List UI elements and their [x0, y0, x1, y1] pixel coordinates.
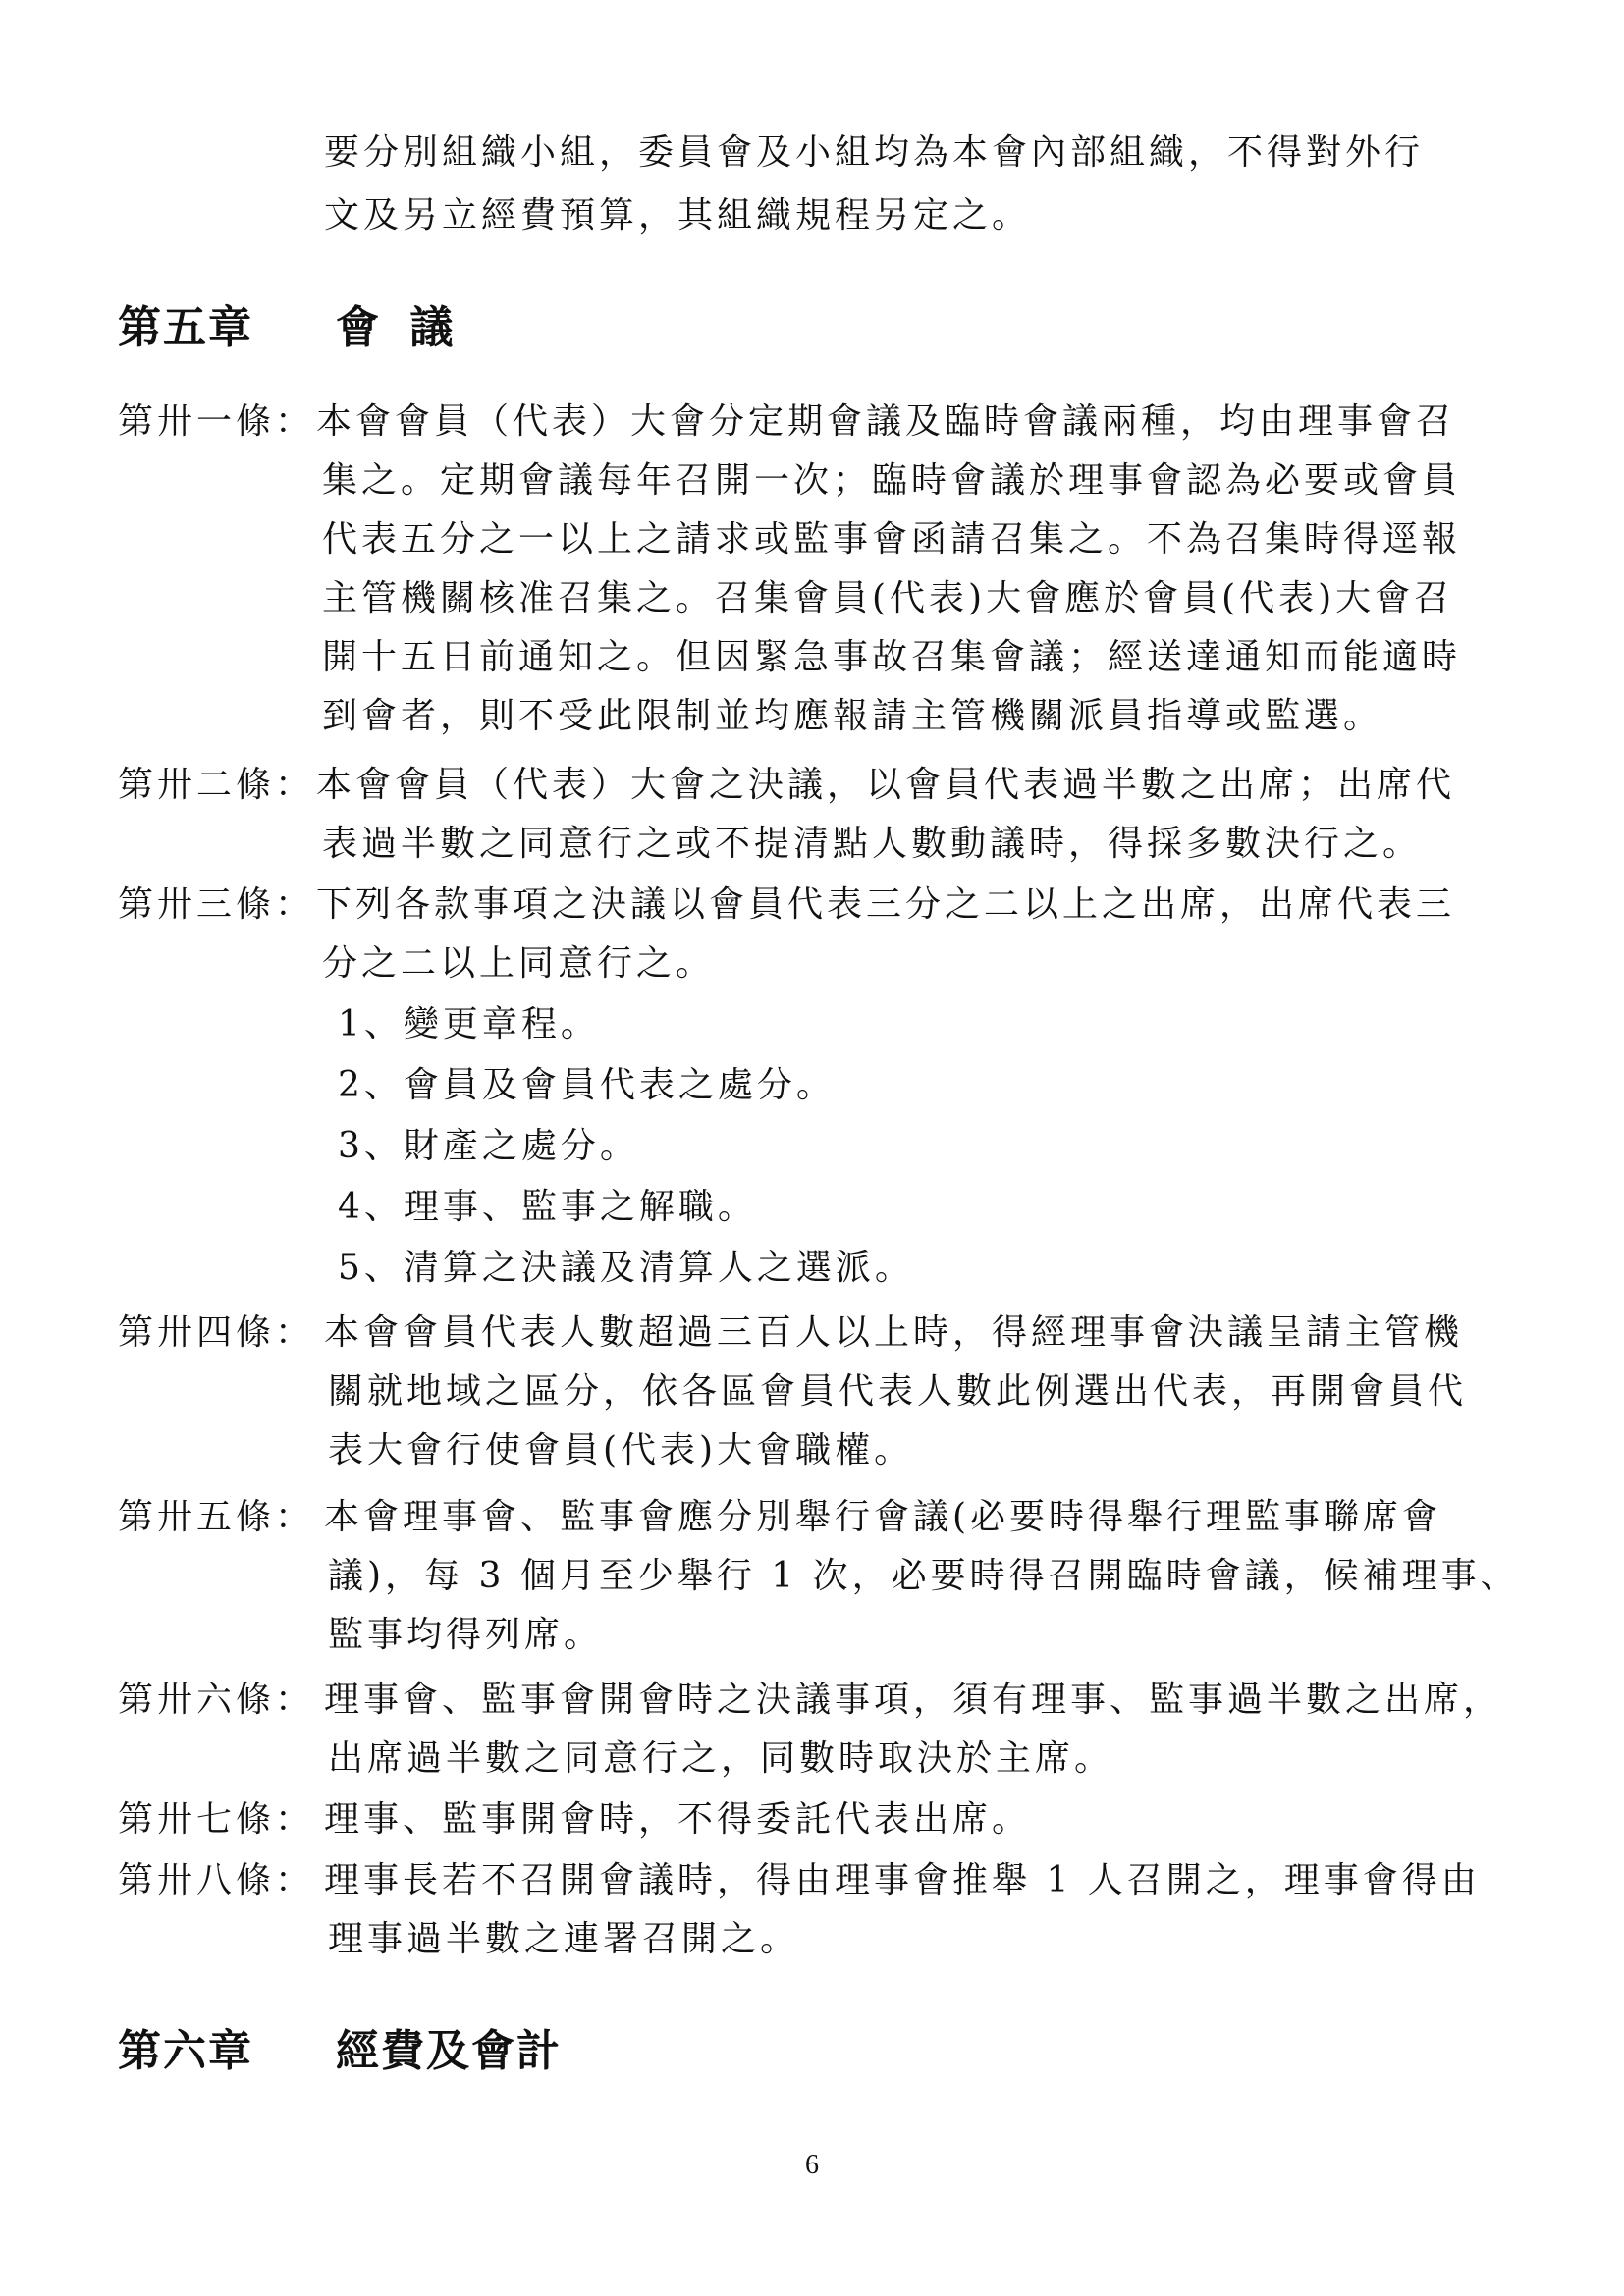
chapter-title: 經費及會計 [336, 2026, 562, 2076]
article-label: 第卅六條： [118, 1680, 315, 1720]
text-line: 到會者，則不受此限制並均應報請主管機關派員指導或監選。 [322, 696, 1383, 736]
text-line: 理事長若不召開會議時，得由理事會推舉 1 人召開之，理事會得由 [324, 1860, 1481, 1900]
article-label: 第卅三條： [118, 884, 315, 925]
text-line: 本會會員（代表）大會分定期會議及臨時會議兩種，均由理事會召 [316, 401, 1456, 442]
chapter-heading [118, 300, 460, 355]
text-line: 理事、監事開會時，不得委託代表出席。 [324, 1799, 1032, 1840]
article-label: 第卅五條： [118, 1497, 315, 1537]
text-line: 表過半數之同意行之或不提清點人數動議時，得採多數決行之。 [322, 824, 1423, 864]
article-label: 第卅七條： [118, 1799, 315, 1840]
text-line: 主管機關核准召集之。召集會員(代表)大會應於會員(代表)大會召 [322, 578, 1454, 618]
page-number: 6 [805, 2150, 819, 2180]
text-line: 理事過半數之連署召開之。 [328, 1919, 800, 1959]
text-line: 文及另立經費預算，其組織規程另定之。 [324, 195, 1032, 236]
text-line: 議)，每 3 個月至少舉行 1 次，必要時得召開臨時會議，候補理事、 [328, 1556, 1520, 1596]
text-line: 本會理事會、監事會應分別舉行會議(必要時得舉行理監事聯席會 [324, 1497, 1442, 1537]
chapter-label: 第六章 [118, 2026, 253, 2076]
text-line: 表大會行使會員(代表)大會職權。 [328, 1430, 914, 1470]
article-label: 第卅一條： [118, 401, 315, 442]
text-line: 要分別組織小組，委員會及小組均為本會內部組織，不得對外行 [324, 133, 1425, 173]
text-line: 理事會、監事會開會時之決議事項，須有理事、監事過半數之出席， [324, 1680, 1503, 1720]
list-item: 2、會員及會員代表之處分。 [338, 1065, 836, 1105]
list-item: 4、理事、監事之解職。 [338, 1187, 757, 1227]
text-line: 關就地域之區分，依各區會員代表人數此例選出代表，再開會員代 [328, 1371, 1468, 1412]
chapter-title: 會 議 [336, 302, 461, 352]
text-line: 出席過半數之同意行之，同數時取決於主席。 [328, 1738, 1114, 1779]
chapter-label: 第五章 [118, 302, 253, 352]
list-item: 1、變更章程。 [338, 1004, 600, 1044]
text-line: 代表五分之一以上之請求或監事會函請召集之。不為召集時得逕報 [322, 519, 1462, 560]
list-item: 5、清算之決議及清算人之選派。 [338, 1248, 914, 1288]
article-label: 第卅四條： [118, 1312, 315, 1353]
list-item: 3、財產之處分。 [338, 1126, 639, 1166]
text-line: 分之二以上同意行之。 [322, 943, 716, 984]
text-line: 集之。定期會議每年召開一次；臨時會議於理事會認為必要或會員 [322, 460, 1462, 501]
text-line: 下列各款事項之決議以會員代表三分之二以上之出席，出席代表三 [316, 884, 1456, 925]
article-label: 第卅二條： [118, 765, 315, 805]
text-line: 開十五日前通知之。但因緊急事故召集會議；經送達通知而能適時 [322, 637, 1462, 677]
text-line: 本會會員代表人數超過三百人以上時，得經理事會決議呈請主管機 [324, 1312, 1464, 1353]
chapter-heading [118, 2024, 562, 2079]
article-label: 第卅八條： [118, 1860, 315, 1900]
text-line: 監事均得列席。 [328, 1615, 604, 1655]
text-line: 本會會員（代表）大會之決議，以會員代表過半數之出席；出席代 [316, 765, 1456, 805]
